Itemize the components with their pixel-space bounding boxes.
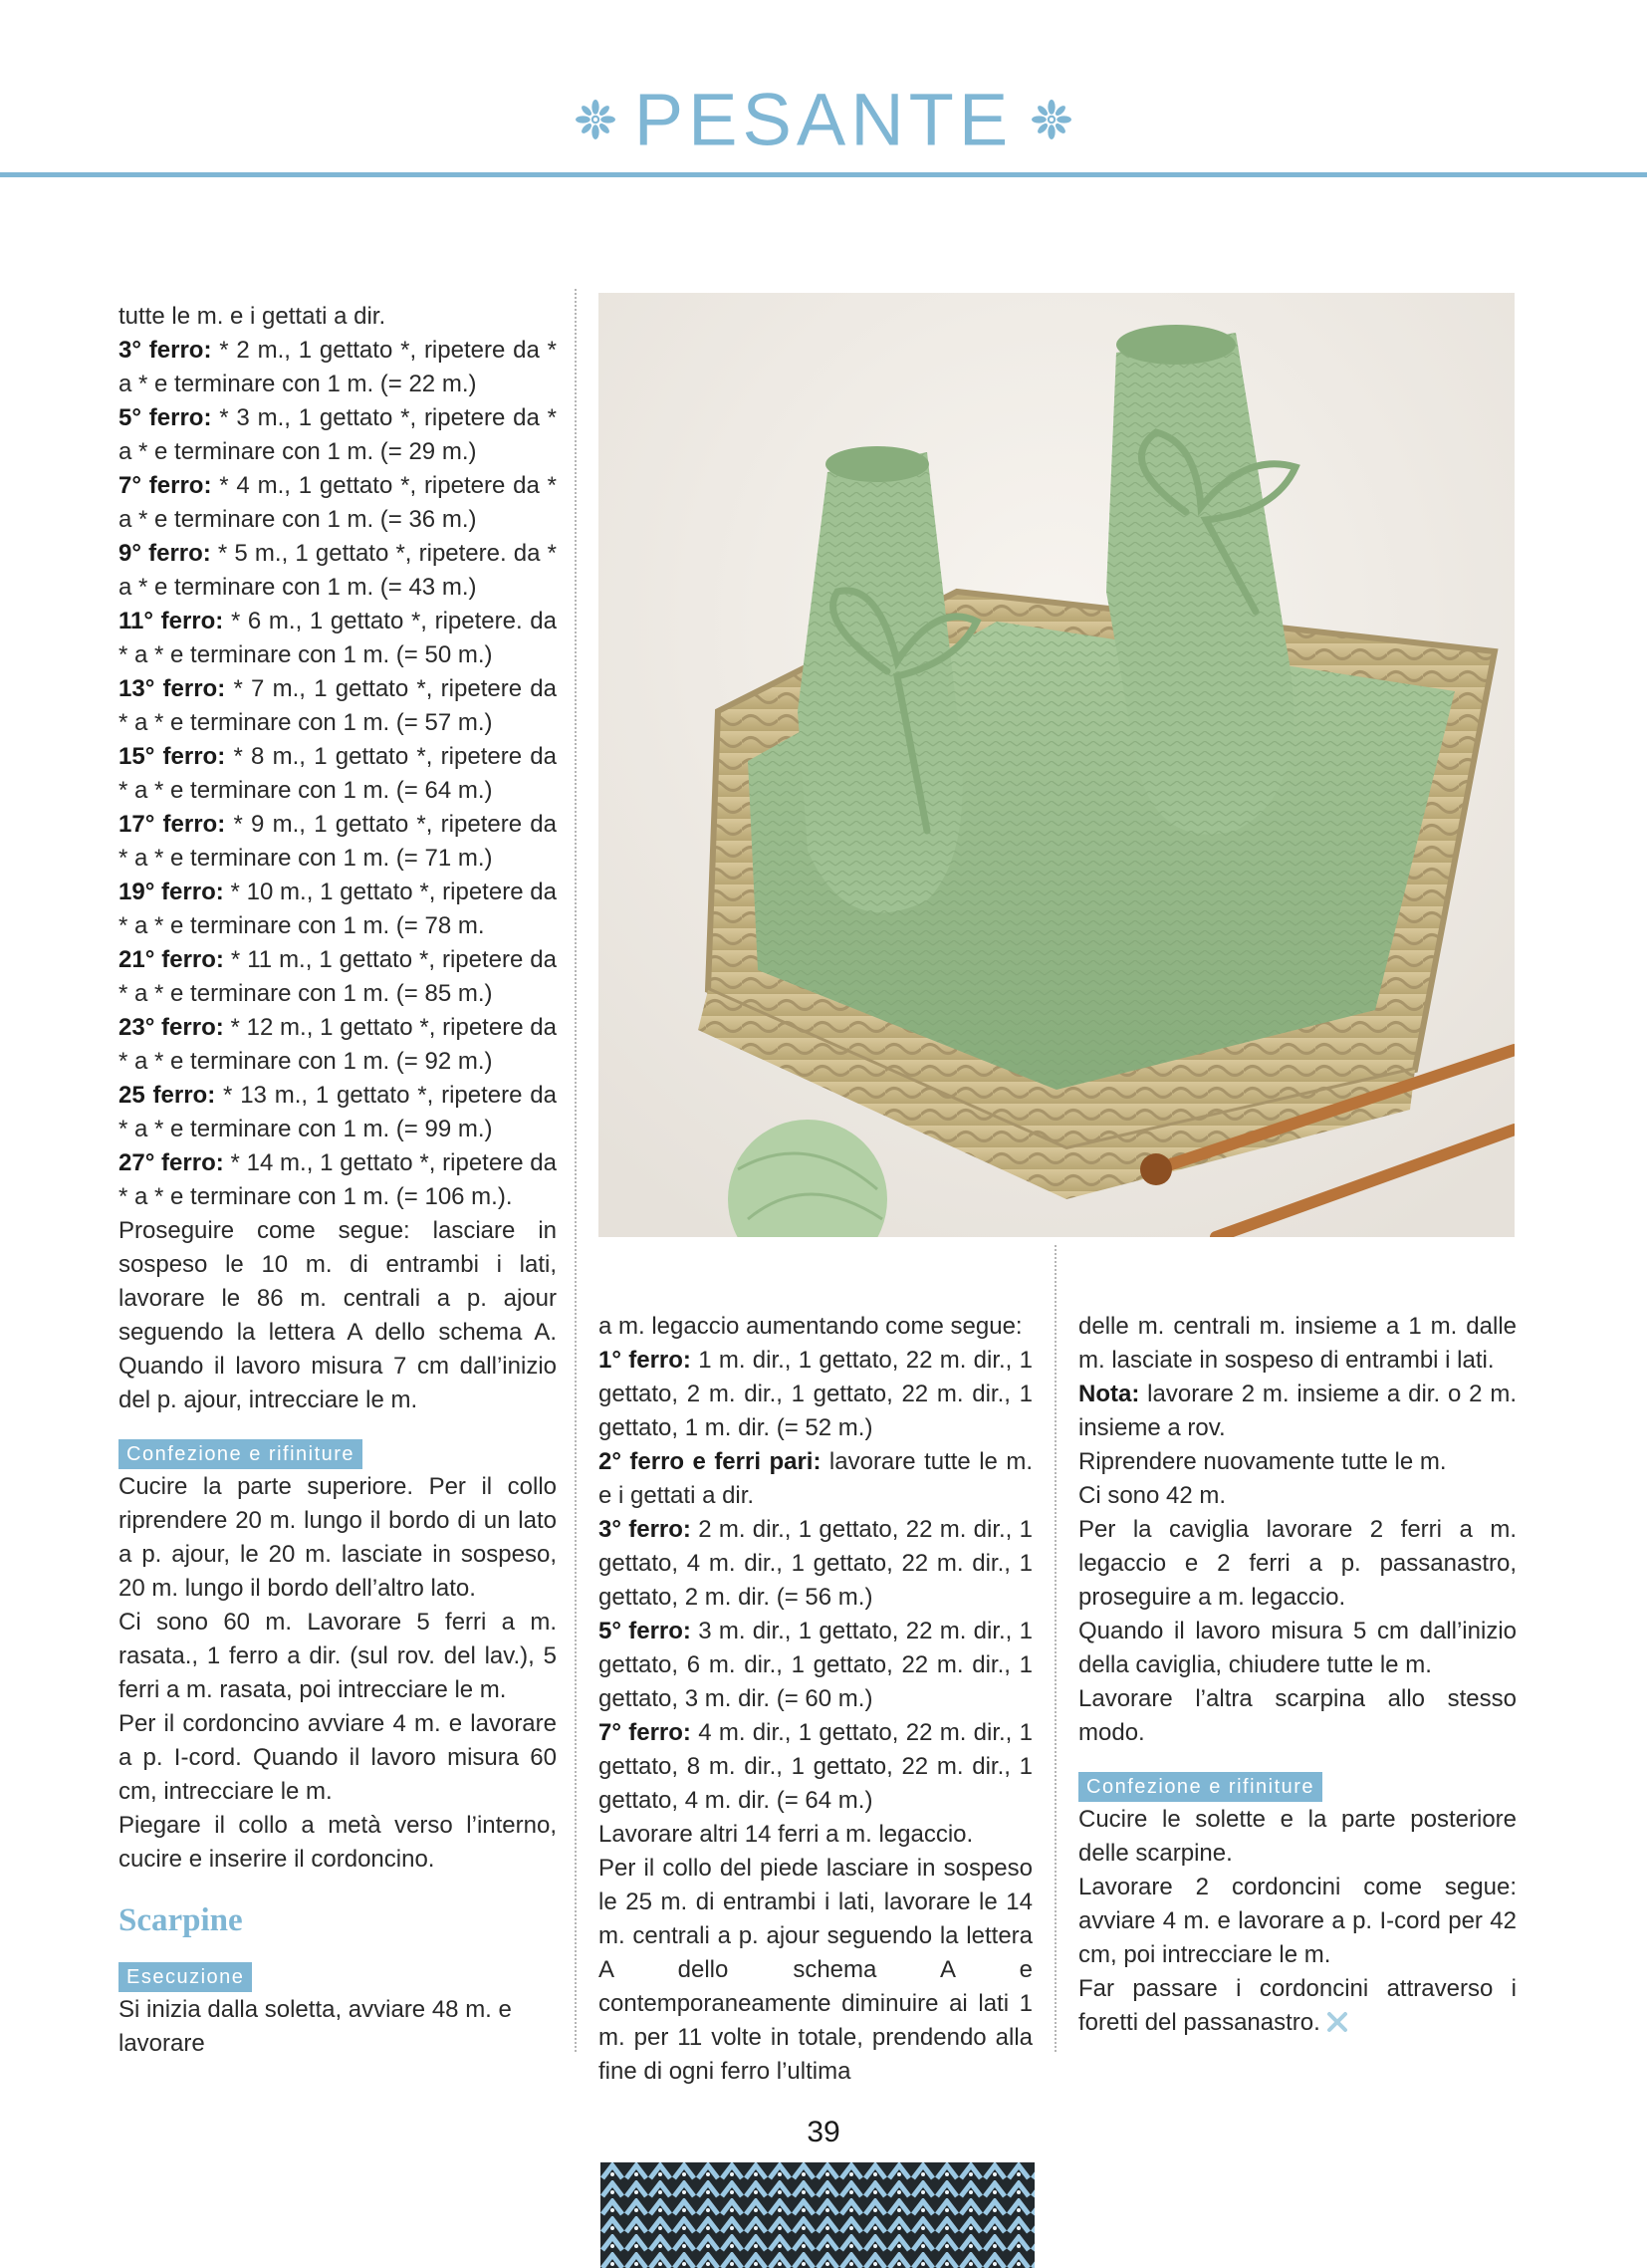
row-text: * 13 m., 1 gettato *, ripetere da * a * e terminare con 1 m. (= 99 m.) bbox=[118, 1082, 557, 1142]
column-divider bbox=[1055, 1245, 1057, 2052]
row-label: 3° ferro: bbox=[598, 1516, 691, 1543]
paragraph: Ci sono 60 m. Lavorare 5 ferri a m. rasata., 1 ferro a dir. (sul rov. del lav.), 5 ferri a m. rasata, poi intrecciare le m. bbox=[118, 1609, 557, 1703]
paragraph: Proseguire come segue: lasciare in sospeso le 10 m. di entrambi i lati, lavorare le 86 m. centrali a p. ajour seguendo la lettera A dello schema A. Quando il lavoro misura 7 cm dall’inizio del p. ajour, intrecciare le m. bbox=[118, 1217, 557, 1413]
row-text: * 4 m., 1 gettato *, ripetere da * a * e terminare con 1 m. (= 36 m.) bbox=[118, 472, 557, 533]
row-label: 7° ferro: bbox=[118, 472, 212, 499]
row-label: 2° ferro e ferri pari: bbox=[598, 1448, 822, 1475]
row-label: 11° ferro: bbox=[118, 608, 224, 634]
row-instruction bbox=[118, 943, 557, 1011]
page-number: 39 bbox=[807, 2116, 840, 2148]
column-right bbox=[1078, 1310, 1517, 2040]
text-line: tutte le m. e i gettati a dir. bbox=[118, 303, 386, 330]
row-instruction bbox=[598, 1344, 1033, 1445]
row-text: lavorare tutte le m. e i gettati a dir. bbox=[598, 1448, 1034, 1509]
row-instruction bbox=[118, 808, 557, 876]
note-label: Nota: bbox=[1078, 1381, 1140, 1407]
paragraph: Per il cordoncino avviare 4 m. e lavorare a p. I-cord. Quando il lavoro misura 60 cm, intrecciare le m. bbox=[118, 1710, 557, 1805]
row-label: 25 ferro: bbox=[118, 1082, 216, 1109]
paragraph: Per la caviglia lavorare 2 ferri a m. legaccio e 2 ferri a p. passanastro, proseguire a m. legaccio. bbox=[1078, 1516, 1517, 1611]
row-instruction bbox=[118, 1011, 557, 1079]
section-tag-esecuzione: Esecuzione bbox=[118, 1962, 252, 1992]
row-label: 27° ferro: bbox=[118, 1149, 224, 1176]
row-label: 7° ferro: bbox=[598, 1719, 691, 1746]
row-text: * 8 m., 1 gettato *, ripetere da * a * e terminare con 1 m. (= 64 m.) bbox=[118, 743, 557, 804]
row-instruction bbox=[118, 401, 557, 469]
row-text: 1 m. dir., 1 gettato, 22 m. dir., 1 gettato, 2 m. dir., 1 gettato, 22 m. dir., 1 gettato, 1 m. dir. (= 52 m.) bbox=[598, 1347, 1033, 1441]
row-label: 13° ferro: bbox=[118, 675, 226, 702]
row-text: * 2 m., 1 gettato *, ripetere da * a * e terminare con 1 m. (= 22 m.) bbox=[118, 337, 557, 397]
page-header bbox=[0, 78, 1647, 161]
row-text: * 5 m., 1 gettato *, ripetere. da * a * e terminare con 1 m. (= 43 m.) bbox=[118, 540, 557, 601]
row-instruction bbox=[118, 1146, 557, 1214]
paragraph bbox=[1078, 1972, 1517, 2040]
row-instruction bbox=[598, 1716, 1033, 1818]
section-tag-confezione: Confezione e rifiniture bbox=[118, 1439, 362, 1469]
section-tag-confezione: Confezione e rifiniture bbox=[1078, 1772, 1322, 1802]
paragraph: Si inizia dalla soletta, avviare 48 m. e lavorare bbox=[118, 1996, 512, 2057]
row-instruction bbox=[118, 1079, 557, 1146]
note bbox=[1078, 1378, 1517, 1445]
row-text: * 11 m., 1 gettato *, ripetere da * a * e terminare con 1 m. (= 85 m.) bbox=[118, 946, 558, 1007]
row-instruction bbox=[118, 672, 557, 740]
page-title: PESANTE bbox=[633, 78, 1014, 161]
row-text: 2 m. dir., 1 gettato, 22 m. dir., 1 gettato, 4 m. dir., 1 gettato, 22 m. dir., 1 gettato, 2 m. dir. (= 56 m.) bbox=[598, 1516, 1033, 1611]
row-text: 4 m. dir., 1 gettato, 22 m. dir., 1 gettato, 8 m. dir., 1 gettato, 22 m. dir., 1 gettato, 4 m. dir. (= 64 m.) bbox=[598, 1719, 1033, 1814]
row-instruction bbox=[118, 876, 557, 943]
row-label: 19° ferro: bbox=[118, 879, 224, 905]
column-divider bbox=[575, 289, 577, 2052]
row-label: 3° ferro: bbox=[118, 337, 212, 364]
paragraph: Lavorare 2 cordoncini come segue: avviare 4 m. e lavorare a p. I-cord per 42 cm, poi intrecciare le m. bbox=[1078, 1874, 1517, 1968]
row-label: 5° ferro: bbox=[118, 404, 212, 431]
row-text: * 14 m., 1 gettato *, ripetere da * a * e terminare con 1 m. (= 106 m.). bbox=[118, 1149, 557, 1210]
row-instruction bbox=[118, 740, 557, 808]
row-label: 21° ferro: bbox=[118, 946, 224, 973]
row-label: 15° ferro: bbox=[118, 743, 226, 770]
paragraph: Quando il lavoro misura 5 cm dall’inizio della caviglia, chiudere tutte le m. bbox=[1078, 1618, 1517, 1678]
paragraph: delle m. centrali m. insieme a 1 m. dalle m. lasciate in sospeso di entrambi i lati. bbox=[1078, 1313, 1517, 1374]
row-label: 9° ferro: bbox=[118, 540, 211, 567]
row-instruction bbox=[118, 537, 557, 605]
paragraph: Ci sono 42 m. bbox=[1078, 1482, 1227, 1509]
header-divider bbox=[0, 172, 1647, 177]
row-instruction bbox=[118, 469, 557, 537]
column-middle bbox=[598, 1310, 1033, 2089]
paragraph: Riprendere nuovamente tutte le m. bbox=[1078, 1448, 1447, 1475]
row-label: 17° ferro: bbox=[118, 811, 226, 838]
row-instruction bbox=[118, 605, 557, 672]
text-line: a m. legaccio aumentando come segue: bbox=[598, 1313, 1023, 1340]
paragraph: Lavorare l’altra scarpina allo stesso modo. bbox=[1078, 1685, 1517, 1746]
column-left bbox=[118, 300, 557, 2061]
row-label: 1° ferro: bbox=[598, 1347, 691, 1374]
row-text: 3 m. dir., 1 gettato, 22 m. dir., 1 gettato, 6 m. dir., 1 gettato, 22 m. dir., 1 gettato, 3 m. dir. (= 60 m.) bbox=[598, 1618, 1033, 1712]
paragraph: Per il collo del piede lasciare in sospeso le 25 m. di entrambi i lati, lavorare le 14 m. centrali a p. ajour seguendo la lettera A dello schema A e contemporaneamente diminuire ai lati 1 m. per 11 volte in totale, prendendo alla fine di ogni ferro l’ultima bbox=[598, 1855, 1033, 2085]
row-instruction bbox=[598, 1615, 1033, 1716]
paragraph-text: Far passare i cordoncini attraverso i foretti del passanastro. bbox=[1078, 1975, 1517, 2036]
paragraph: Cucire le solette e la parte posteriore delle scarpine. bbox=[1078, 1806, 1517, 1867]
paragraph: Piegare il collo a metà verso l’interno, cucire e inserire il cordoncino. bbox=[118, 1812, 557, 1873]
snowflake-flower-icon bbox=[575, 99, 616, 140]
row-label: 23° ferro: bbox=[118, 1014, 224, 1041]
row-instruction bbox=[598, 1513, 1033, 1615]
row-text: * 7 m., 1 gettato *, ripetere da * a * e terminare con 1 m. (= 57 m.) bbox=[118, 675, 557, 736]
snowflake-flower-icon bbox=[1031, 99, 1072, 140]
row-instruction bbox=[598, 1445, 1033, 1513]
x-stitch-icon bbox=[1326, 2011, 1348, 2033]
row-text: * 6 m., 1 gettato *, ripetere. da * a * e terminare con 1 m. (= 50 m.) bbox=[118, 608, 557, 668]
row-text: * 3 m., 1 gettato *, ripetere da * a * e terminare con 1 m. (= 29 m.) bbox=[118, 404, 557, 465]
paragraph: Cucire la parte superiore. Per il collo riprendere 20 m. lungo il bordo di un lato a p. ajour, le 20 m. lasciate in sospeso, 20 m. lungo il bordo dell’altro lato. bbox=[118, 1473, 557, 1602]
knit-texture-pattern bbox=[600, 2162, 1035, 2268]
paragraph: Lavorare altri 14 ferri a m. legaccio. bbox=[598, 1821, 974, 1848]
note-text: lavorare 2 m. insieme a dir. o 2 m. insieme a rov. bbox=[1078, 1381, 1517, 1441]
row-text: * 10 m., 1 gettato *, ripetere da * a * e terminare con 1 m. (= 78 m. bbox=[118, 879, 557, 939]
row-label: 5° ferro: bbox=[598, 1618, 691, 1644]
row-instruction bbox=[118, 334, 557, 401]
row-text: * 12 m., 1 gettato *, ripetere da * a * e terminare con 1 m. (= 92 m.) bbox=[118, 1014, 557, 1075]
row-text: * 9 m., 1 gettato *, ripetere da * a * e terminare con 1 m. (= 71 m.) bbox=[118, 811, 557, 872]
row-instructions bbox=[118, 334, 557, 1214]
knitted-booties-photo bbox=[598, 293, 1515, 1237]
section-heading-scarpine: Scarpine bbox=[118, 1902, 243, 1938]
